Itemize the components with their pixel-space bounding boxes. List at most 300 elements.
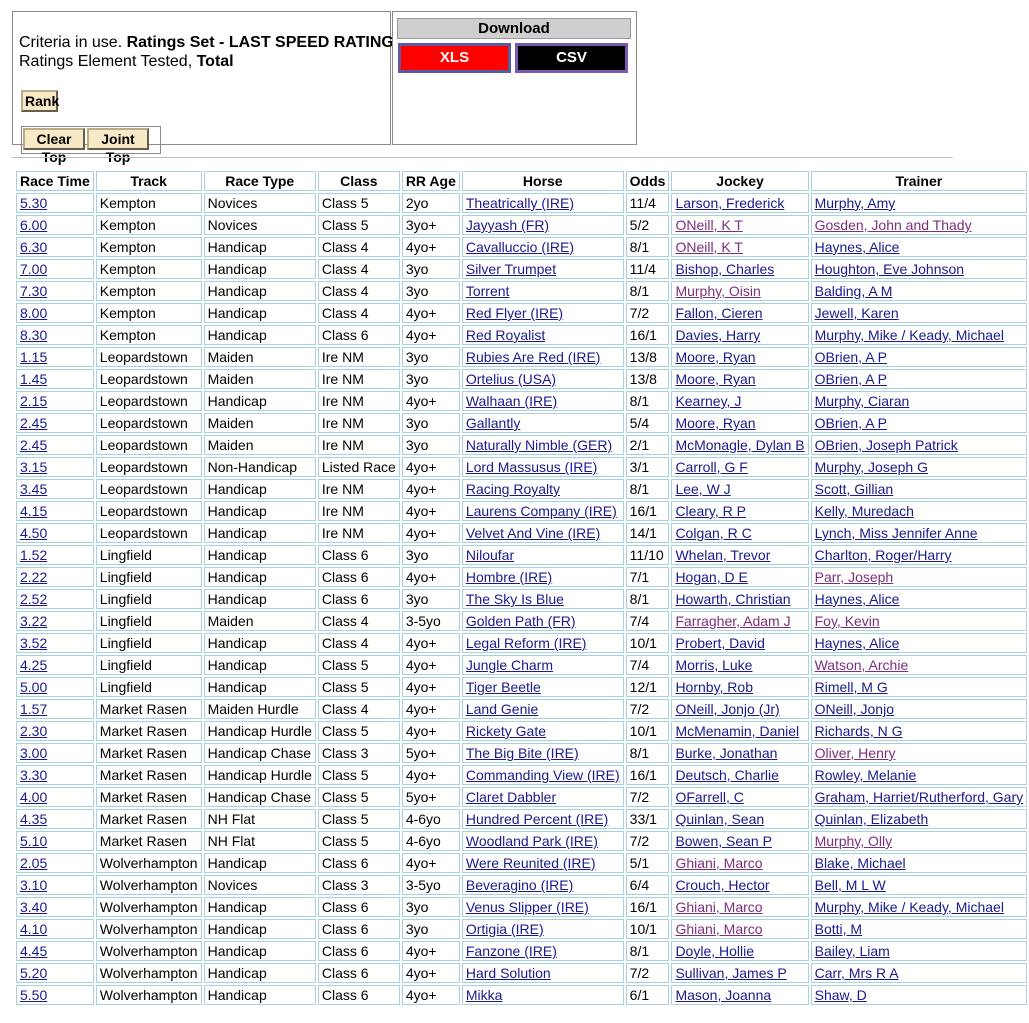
- horse-link[interactable]: Legal Reform (IRE): [465, 635, 587, 651]
- table-row: [16, 699, 1027, 719]
- track-cell: Market Rasen: [96, 787, 202, 807]
- class-cell: Class 5: [318, 215, 400, 235]
- race-time-link[interactable]: 3.40: [20, 899, 48, 915]
- odds-cell: 6/4: [626, 875, 670, 895]
- class-cell: Class 6: [318, 567, 400, 587]
- horse-link[interactable]: Venus Slipper (IRE): [465, 899, 589, 915]
- horse-cell: [462, 215, 624, 235]
- trainer-link[interactable]: Parr, Joseph: [814, 569, 894, 585]
- track-cell: Market Rasen: [96, 743, 202, 763]
- trainer-link[interactable]: Murphy, Amy: [814, 195, 896, 211]
- horse-link[interactable]: The Big Bite (IRE): [465, 745, 579, 761]
- jockey-cell: [671, 479, 808, 499]
- trainer-link[interactable]: Richards, N G: [814, 723, 903, 739]
- age-cell: 3yo: [402, 369, 460, 389]
- horse-link[interactable]: Golden Path (FR): [465, 613, 576, 629]
- trainer-cell: [811, 545, 1028, 565]
- table-row: [16, 721, 1027, 741]
- race-time-link[interactable]: 2.05: [20, 855, 48, 871]
- horse-cell: [462, 633, 624, 653]
- horse-link[interactable]: Red Flyer (IRE): [465, 305, 564, 321]
- jockey-link[interactable]: Cleary, R P: [675, 503, 746, 519]
- jockey-link[interactable]: Carroll, G F: [675, 459, 748, 475]
- header-race-type[interactable]: Race Type: [204, 171, 316, 191]
- class-cell: Class 4: [318, 303, 400, 323]
- race-time-link[interactable]: 5.10: [20, 833, 48, 849]
- clear-top-button[interactable]: Clear Top: [23, 128, 85, 150]
- age-cell: 4yo+: [402, 963, 460, 983]
- trainer-link[interactable]: Watson, Archie: [814, 657, 909, 673]
- jockey-cell: [671, 457, 808, 477]
- class-cell: Class 6: [318, 545, 400, 565]
- jockey-link[interactable]: Mason, Joanna: [675, 987, 772, 1003]
- trainer-link[interactable]: Blake, Michael: [814, 855, 906, 871]
- track-cell: Lingfield: [96, 633, 202, 653]
- jockey-link[interactable]: Quinlan, Sean: [675, 811, 765, 827]
- trainer-cell: [811, 479, 1028, 499]
- horse-link[interactable]: Rubies Are Red (IRE): [465, 349, 601, 365]
- trainer-cell: [811, 501, 1028, 521]
- horse-link[interactable]: Theatrically (IRE): [465, 195, 574, 211]
- jockey-link[interactable]: Doyle, Hollie: [675, 943, 755, 959]
- race-time-link[interactable]: 2.52: [20, 591, 48, 607]
- race-time-link[interactable]: 7.30: [20, 283, 48, 299]
- trainer-link[interactable]: Murphy, Olly: [814, 833, 893, 849]
- horse-link[interactable]: Jungle Charm: [465, 657, 554, 673]
- trainer-cell: [811, 391, 1028, 411]
- horse-link[interactable]: Tiger Beetle: [465, 679, 541, 695]
- jockey-link[interactable]: Kearney, J: [675, 393, 742, 409]
- age-cell: 4-6yo: [402, 831, 460, 851]
- jockey-cell: [671, 985, 808, 1005]
- trainer-link[interactable]: ONeill, Jonjo: [814, 701, 894, 717]
- age-cell: 4yo+: [402, 655, 460, 675]
- race-time-link[interactable]: 8.00: [20, 305, 48, 321]
- horse-cell: [462, 303, 624, 323]
- trainer-link[interactable]: Kelly, Muredach: [814, 503, 914, 519]
- class-cell: Class 3: [318, 875, 400, 895]
- jockey-link[interactable]: Lee, W J: [675, 481, 731, 497]
- table-row: [16, 985, 1027, 1005]
- jockey-cell: [671, 347, 808, 367]
- jockey-link[interactable]: Deutsch, Charlie: [675, 767, 779, 783]
- trainer-link[interactable]: OBrien, A P: [814, 371, 887, 387]
- trainer-link[interactable]: Botti, M: [814, 921, 863, 937]
- horse-link[interactable]: Gallantly: [465, 415, 521, 431]
- race-time-link[interactable]: 4.35: [20, 811, 48, 827]
- horse-link[interactable]: Red Royalist: [465, 327, 546, 343]
- age-cell: 3yo: [402, 435, 460, 455]
- header-jockey[interactable]: Jockey: [671, 171, 808, 191]
- race-time-link[interactable]: 4.25: [20, 657, 48, 673]
- horse-link[interactable]: Naturally Nimble (GER): [465, 437, 613, 453]
- type-cell: Handicap Hurdle: [204, 765, 316, 785]
- type-cell: Handicap Chase: [204, 743, 316, 763]
- trainer-link[interactable]: Lynch, Miss Jennifer Anne: [814, 525, 978, 541]
- class-cell: Class 6: [318, 919, 400, 939]
- header-race-time[interactable]: Race Time: [16, 171, 94, 191]
- horse-cell: [462, 721, 624, 741]
- track-cell: Wolverhampton: [96, 919, 202, 939]
- type-cell: NH Flat: [204, 831, 316, 851]
- type-cell: Handicap: [204, 237, 316, 257]
- horse-cell: [462, 787, 624, 807]
- odds-cell: 7/2: [626, 831, 670, 851]
- criteria-panel: [12, 11, 394, 165]
- download-xls-button[interactable]: XLS: [398, 43, 511, 73]
- table-row: [16, 655, 1027, 675]
- track-cell: Kempton: [96, 325, 202, 345]
- type-cell: Handicap: [204, 325, 316, 345]
- race-time-link[interactable]: 5.20: [20, 965, 48, 981]
- race-time-link[interactable]: 3.30: [20, 767, 48, 783]
- horse-link[interactable]: Silver Trumpet: [465, 261, 557, 277]
- jockey-link[interactable]: McMenamin, Daniel: [675, 723, 800, 739]
- trainer-link[interactable]: Scott, Gillian: [814, 481, 894, 497]
- joint-top-button[interactable]: Joint Top: [87, 128, 149, 150]
- horse-link[interactable]: Torrent: [465, 283, 510, 299]
- track-cell: Leopardstown: [96, 347, 202, 367]
- type-cell: Novices: [204, 875, 316, 895]
- jockey-link[interactable]: Moore, Ryan: [675, 415, 756, 431]
- horse-cell: [462, 589, 624, 609]
- age-cell: 3yo: [402, 259, 460, 279]
- horse-link[interactable]: Cavalluccio (IRE): [465, 239, 574, 255]
- time-cell: [16, 963, 94, 983]
- header-rr-age[interactable]: RR Age: [402, 171, 460, 191]
- download-csv-button[interactable]: CSV: [515, 43, 628, 73]
- horse-link[interactable]: Walhaan (IRE): [465, 393, 558, 409]
- horse-link[interactable]: Hundred Percent (IRE): [465, 811, 609, 827]
- track-cell: Wolverhampton: [96, 853, 202, 873]
- rank-button[interactable]: Rank: [21, 90, 58, 112]
- race-time-link[interactable]: 1.52: [20, 547, 48, 563]
- section-divider: [12, 157, 953, 158]
- horse-link[interactable]: Niloufar: [465, 547, 515, 563]
- time-cell: [16, 215, 94, 235]
- class-cell: Ire NM: [318, 391, 400, 411]
- jockey-link[interactable]: Burke, Jonathan: [675, 745, 778, 761]
- race-time-link[interactable]: 3.10: [20, 877, 48, 893]
- horse-link[interactable]: Hombre (IRE): [465, 569, 553, 585]
- trainer-link[interactable]: Jewell, Karen: [814, 305, 899, 321]
- class-cell: Class 6: [318, 963, 400, 983]
- jockey-link[interactable]: ONeill, K T: [675, 217, 743, 233]
- header-odds[interactable]: Odds: [626, 171, 670, 191]
- jockey-link[interactable]: Davies, Harry: [675, 327, 761, 343]
- horse-link[interactable]: Were Reunited (IRE): [465, 855, 596, 871]
- horse-link[interactable]: Claret Dabbler: [465, 789, 557, 805]
- track-cell: Wolverhampton: [96, 941, 202, 961]
- jockey-link[interactable]: Colgan, R C: [675, 525, 752, 541]
- jockey-cell: [671, 611, 808, 631]
- time-cell: [16, 875, 94, 895]
- jockey-link[interactable]: Fallon, Cieren: [675, 305, 763, 321]
- table-row: [16, 303, 1027, 323]
- race-time-link[interactable]: 5.00: [20, 679, 48, 695]
- type-cell: Maiden: [204, 435, 316, 455]
- jockey-cell: [671, 941, 808, 961]
- jockey-link[interactable]: Crouch, Hector: [675, 877, 770, 893]
- trainer-cell: [811, 303, 1028, 323]
- trainer-cell: [811, 743, 1028, 763]
- class-cell: Class 4: [318, 699, 400, 719]
- table-row: [16, 281, 1027, 301]
- jockey-cell: [671, 853, 808, 873]
- type-cell: Novices: [204, 193, 316, 213]
- race-time-link[interactable]: 3.15: [20, 459, 48, 475]
- jockey-link[interactable]: ONeill, K T: [675, 239, 743, 255]
- race-time-link[interactable]: 7.00: [20, 261, 48, 277]
- element-prefix: Ratings Element Tested,: [19, 53, 197, 70]
- class-cell: Class 6: [318, 941, 400, 961]
- race-time-link[interactable]: 4.45: [20, 943, 48, 959]
- jockey-link[interactable]: Farragher, Adam J: [675, 613, 791, 629]
- header-class[interactable]: Class: [318, 171, 400, 191]
- type-cell: Handicap: [204, 479, 316, 499]
- track-cell: Lingfield: [96, 589, 202, 609]
- horse-cell: [462, 281, 624, 301]
- horse-link[interactable]: Laurens Company (IRE): [465, 503, 617, 519]
- trainer-link[interactable]: Shaw, D: [814, 987, 867, 1003]
- table-row: [16, 567, 1027, 587]
- race-time-link[interactable]: 2.22: [20, 569, 48, 585]
- horse-link[interactable]: Woodland Park (IRE): [465, 833, 598, 849]
- trainer-cell: [811, 765, 1028, 785]
- header-horse[interactable]: Horse: [462, 171, 624, 191]
- trainer-cell: [811, 237, 1028, 257]
- jockey-link[interactable]: Hornby, Rob: [675, 679, 753, 695]
- table-row: [16, 391, 1027, 411]
- type-cell: Handicap: [204, 545, 316, 565]
- trainer-link[interactable]: Foy, Kevin: [814, 613, 880, 629]
- race-time-link[interactable]: 4.50: [20, 525, 48, 541]
- track-cell: Leopardstown: [96, 391, 202, 411]
- trainer-link[interactable]: Murphy, Mike / Keady, Michael: [814, 327, 1004, 343]
- race-time-link[interactable]: 2.45: [20, 415, 48, 431]
- trainer-link[interactable]: Murphy, Mike / Keady, Michael: [814, 899, 1004, 915]
- trainer-link[interactable]: Bell, M L W: [814, 877, 886, 893]
- track-cell: Kempton: [96, 237, 202, 257]
- trainer-cell: [811, 259, 1028, 279]
- trainer-cell: [811, 875, 1028, 895]
- horse-cell: [462, 391, 624, 411]
- horse-link[interactable]: Jayyash (FR): [465, 217, 550, 233]
- race-time-link[interactable]: 5.30: [20, 195, 48, 211]
- horse-link[interactable]: Beveragino (IRE): [465, 877, 574, 893]
- jockey-link[interactable]: McMonagle, Dylan B: [675, 437, 805, 453]
- jockey-link[interactable]: Bowen, Sean P: [675, 833, 772, 849]
- race-time-link[interactable]: 2.45: [20, 437, 48, 453]
- class-cell: Ire NM: [318, 501, 400, 521]
- jockey-link[interactable]: Moore, Ryan: [675, 349, 756, 365]
- odds-cell: 16/1: [626, 897, 670, 917]
- trainer-link[interactable]: Haynes, Alice: [814, 239, 900, 255]
- trainer-cell: [811, 589, 1028, 609]
- jockey-link[interactable]: Murphy, Oisin: [675, 283, 761, 299]
- criteria-prefix: Criteria in use.: [19, 34, 127, 51]
- race-time-link[interactable]: 1.57: [20, 701, 48, 717]
- trainer-link[interactable]: Murphy, Ciaran: [814, 393, 910, 409]
- jockey-cell: [671, 523, 808, 543]
- track-cell: Market Rasen: [96, 809, 202, 829]
- header-track[interactable]: Track: [96, 171, 202, 191]
- age-cell: 3yo: [402, 281, 460, 301]
- jockey-cell: [671, 391, 808, 411]
- horse-link[interactable]: Land Genie: [465, 701, 539, 717]
- time-cell: [16, 237, 94, 257]
- horse-link[interactable]: Racing Royalty: [465, 481, 561, 497]
- time-cell: [16, 765, 94, 785]
- jockey-cell: [671, 831, 808, 851]
- horse-link[interactable]: Rickety Gate: [465, 723, 546, 739]
- race-time-link[interactable]: 3.22: [20, 613, 48, 629]
- jockey-link[interactable]: Moore, Ryan: [675, 371, 756, 387]
- race-time-link[interactable]: 2.15: [20, 393, 48, 409]
- jockey-link[interactable]: Ghiani, Marco: [675, 921, 763, 937]
- race-time-link[interactable]: 1.45: [20, 371, 48, 387]
- race-time-link[interactable]: 5.50: [20, 987, 48, 1003]
- odds-cell: 7/2: [626, 787, 670, 807]
- trainer-link[interactable]: OBrien, A P: [814, 415, 887, 431]
- trainer-link[interactable]: Carr, Mrs R A: [814, 965, 899, 981]
- odds-cell: 8/1: [626, 479, 670, 499]
- race-time-link[interactable]: 1.15: [20, 349, 48, 365]
- race-time-link[interactable]: 4.00: [20, 789, 48, 805]
- trainer-link[interactable]: Murphy, Joseph G: [814, 459, 928, 475]
- odds-cell: 7/2: [626, 699, 670, 719]
- trainer-link[interactable]: Bailey, Liam: [814, 943, 890, 959]
- jockey-cell: [671, 237, 808, 257]
- class-cell: Class 6: [318, 985, 400, 1005]
- horse-cell: [462, 809, 624, 829]
- horse-link[interactable]: Commanding View (IRE): [465, 767, 620, 783]
- class-cell: Class 5: [318, 677, 400, 697]
- trainer-link[interactable]: Haynes, Alice: [814, 591, 900, 607]
- type-cell: Handicap: [204, 941, 316, 961]
- trainer-link[interactable]: Haynes, Alice: [814, 635, 900, 651]
- type-cell: Handicap: [204, 567, 316, 587]
- track-cell: Kempton: [96, 215, 202, 235]
- jockey-cell: [671, 281, 808, 301]
- race-time-link[interactable]: 3.52: [20, 635, 48, 651]
- horse-link[interactable]: Fanzone (IRE): [465, 943, 557, 959]
- horse-cell: [462, 765, 624, 785]
- time-cell: [16, 325, 94, 345]
- type-cell: Handicap: [204, 985, 316, 1005]
- time-cell: [16, 897, 94, 917]
- age-cell: 4yo+: [402, 765, 460, 785]
- jockey-cell: [671, 193, 808, 213]
- horse-cell: [462, 523, 624, 543]
- horse-link[interactable]: The Sky Is Blue: [465, 591, 564, 607]
- jockey-link[interactable]: OFarrell, C: [675, 789, 744, 805]
- trainer-link[interactable]: Gosden, John and Thady: [814, 217, 972, 233]
- type-cell: Handicap: [204, 655, 316, 675]
- age-cell: 4yo+: [402, 457, 460, 477]
- time-cell: [16, 985, 94, 1005]
- jockey-link[interactable]: Morris, Luke: [675, 657, 753, 673]
- horse-link[interactable]: Ortigia (IRE): [465, 921, 544, 937]
- race-time-link[interactable]: 6.00: [20, 217, 48, 233]
- race-time-link[interactable]: 2.30: [20, 723, 48, 739]
- trainer-cell: [811, 215, 1028, 235]
- jockey-link[interactable]: Howarth, Christian: [675, 591, 791, 607]
- race-time-link[interactable]: 6.30: [20, 239, 48, 255]
- time-cell: [16, 479, 94, 499]
- horse-link[interactable]: Hard Solution: [465, 965, 551, 981]
- table-row: [16, 435, 1027, 455]
- jockey-link[interactable]: Whelan, Trevor: [675, 547, 771, 563]
- class-cell: Class 4: [318, 611, 400, 631]
- trainer-link[interactable]: Graham, Harriet/Rutherford, Gary: [814, 789, 1024, 805]
- horse-link[interactable]: Lord Massusus (IRE): [465, 459, 598, 475]
- trainer-link[interactable]: Houghton, Eve Johnson: [814, 261, 965, 277]
- header-trainer[interactable]: Trainer: [811, 171, 1028, 191]
- type-cell: Maiden: [204, 347, 316, 367]
- track-cell: Leopardstown: [96, 435, 202, 455]
- jockey-cell: [671, 545, 808, 565]
- jockey-cell: [671, 787, 808, 807]
- trainer-link[interactable]: Quinlan, Elizabeth: [814, 811, 929, 827]
- age-cell: 4yo+: [402, 985, 460, 1005]
- criteria-description: [19, 33, 394, 71]
- table-row: [16, 963, 1027, 983]
- horse-cell: [462, 567, 624, 587]
- jockey-link[interactable]: Ghiani, Marco: [675, 899, 763, 915]
- jockey-link[interactable]: Probert, David: [675, 635, 765, 651]
- trainer-link[interactable]: OBrien, Joseph Patrick: [814, 437, 958, 453]
- race-time-link[interactable]: 8.30: [20, 327, 48, 343]
- trainer-link[interactable]: Rimell, M G: [814, 679, 888, 695]
- time-cell: [16, 413, 94, 433]
- jockey-cell: [671, 435, 808, 455]
- jockey-cell: [671, 809, 808, 829]
- trainer-cell: [811, 809, 1028, 829]
- trainer-link[interactable]: Rowley, Melanie: [814, 767, 917, 783]
- odds-cell: 7/4: [626, 655, 670, 675]
- age-cell: 4yo+: [402, 853, 460, 873]
- trainer-link[interactable]: Oliver, Henry: [814, 745, 896, 761]
- odds-cell: 5/2: [626, 215, 670, 235]
- race-time-link[interactable]: 3.45: [20, 481, 48, 497]
- time-cell: [16, 259, 94, 279]
- race-time-link[interactable]: 4.10: [20, 921, 48, 937]
- trainer-link[interactable]: Charlton, Roger/Harry: [814, 547, 952, 563]
- jockey-link[interactable]: Larson, Frederick: [675, 195, 785, 211]
- trainer-cell: [811, 853, 1028, 873]
- trainer-link[interactable]: OBrien, A P: [814, 349, 887, 365]
- odds-cell: 14/1: [626, 523, 670, 543]
- jockey-link[interactable]: Ghiani, Marco: [675, 855, 763, 871]
- horse-link[interactable]: Ortelius (USA): [465, 371, 557, 387]
- track-cell: Lingfield: [96, 677, 202, 697]
- horse-cell: [462, 897, 624, 917]
- horse-link[interactable]: Mikka: [465, 987, 503, 1003]
- race-time-link[interactable]: 3.00: [20, 745, 48, 761]
- jockey-link[interactable]: Hogan, D E: [675, 569, 748, 585]
- jockey-link[interactable]: Sullivan, James P: [675, 965, 787, 981]
- jockey-link[interactable]: ONeill, Jonjo (Jr): [675, 701, 780, 717]
- class-cell: Ire NM: [318, 435, 400, 455]
- jockey-link[interactable]: Bishop, Charles: [675, 261, 775, 277]
- download-title: Download: [397, 18, 631, 39]
- race-time-link[interactable]: 4.15: [20, 503, 48, 519]
- class-cell: Listed Race: [318, 457, 400, 477]
- horse-link[interactable]: Velvet And Vine (IRE): [465, 525, 601, 541]
- class-cell: Class 5: [318, 831, 400, 851]
- trainer-link[interactable]: Balding, A M: [814, 283, 893, 299]
